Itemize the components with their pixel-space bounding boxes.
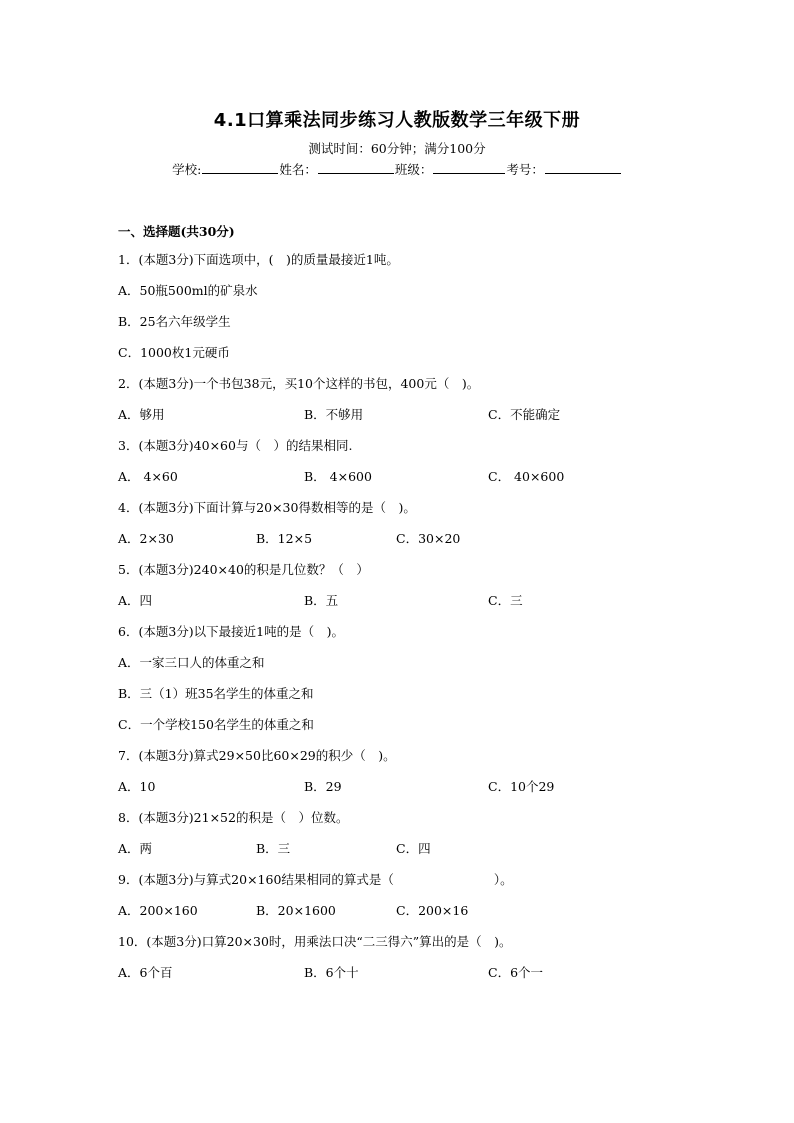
option-c: C．三 <box>488 593 523 608</box>
question-stem <box>118 864 678 895</box>
class-label: 班级： <box>394 162 433 177</box>
options-row <box>118 399 678 430</box>
option-b: B．三 <box>256 841 291 856</box>
class-blank <box>433 161 505 174</box>
question-stem: 5．(本题3分)240×40的积是几位数？（ ） <box>118 562 369 577</box>
question-stem: 1．(本题3分)下面选项中，( )的质量最接近1吨。 <box>118 252 399 267</box>
options-row <box>118 461 678 492</box>
option-c: C．不能确定 <box>488 407 561 422</box>
options-row <box>118 523 678 554</box>
question-list <box>118 244 678 988</box>
question-option: C．1000枚1元硬币 <box>118 345 230 360</box>
student-info-line <box>0 160 794 178</box>
question-stem: 2．(本题3分)一个书包38元，买10个这样的书包，400元（ )。 <box>118 376 480 391</box>
test-info: 测试时间：60分钟；满分100分 <box>308 141 486 156</box>
option-c: C．200×16 <box>396 903 469 918</box>
school-blank <box>202 161 278 174</box>
exam-no-label: 考号： <box>506 162 544 177</box>
exam-no-blank <box>545 161 621 174</box>
question-stem: 3．(本题3分)40×60与（ ）的结果相同. <box>118 438 353 453</box>
question-stem: 8．(本题3分)21×52的积是（ ）位数。 <box>118 810 349 825</box>
option-a: A．10 <box>118 779 156 794</box>
question-stem-end: ）。 <box>493 872 513 887</box>
option-a: A．两 <box>118 841 153 856</box>
option-a: A． 4×60 <box>118 469 178 484</box>
question-stem: 4．(本题3分)下面计算与20×30得数相等的是（ )。 <box>118 500 416 515</box>
question-option: B．25名六年级学生 <box>118 314 231 329</box>
option-b: B． 4×600 <box>304 469 372 484</box>
option-c: C．10个29 <box>488 779 555 794</box>
options-row <box>118 585 678 616</box>
options-row <box>118 771 678 802</box>
option-c: C．6个一 <box>488 965 544 980</box>
question-stem-start: 9．(本题3分)与算式20×160结果相同的算式是（ <box>118 872 394 887</box>
section-heading: 一、选择题(共30分) <box>118 224 235 239</box>
option-c: C．四 <box>396 841 431 856</box>
school-label: 学校: <box>172 162 202 177</box>
option-b: B．20×1600 <box>256 903 336 918</box>
option-b: B．12×5 <box>256 531 313 546</box>
option-a: A．200×160 <box>118 903 198 918</box>
option-b: B．不够用 <box>304 407 364 422</box>
options-row <box>118 957 678 988</box>
option-c: C．30×20 <box>396 531 461 546</box>
options-row <box>118 895 678 926</box>
name-blank <box>318 161 394 174</box>
option-a: A．6个百 <box>118 965 173 980</box>
question-option: B．三（1）班35名学生的体重之和 <box>118 686 314 701</box>
page-title: 4.1口算乘法同步练习人教版数学三年级下册 <box>213 110 581 131</box>
question-option: C．一个学校150名学生的体重之和 <box>118 717 314 732</box>
name-label: 姓名： <box>279 162 317 177</box>
question-stem: 6．(本题3分)以下最接近1吨的是（ )。 <box>118 624 344 639</box>
question-stem: 10．(本题3分)口算20×30时，用乘法口决“二三得六”算出的是（ )。 <box>118 934 512 949</box>
option-a: A．够用 <box>118 407 165 422</box>
option-a: A．2×30 <box>118 531 174 546</box>
question-option: A．一家三口人的体重之和 <box>118 655 265 670</box>
option-b: B．6个十 <box>304 965 359 980</box>
option-a: A．四 <box>118 593 153 608</box>
option-b: B．五 <box>304 593 339 608</box>
question-option: A．50瓶500ml的矿泉水 <box>118 283 258 298</box>
options-row <box>118 833 678 864</box>
option-c: C． 40×600 <box>488 469 565 484</box>
question-stem: 7．(本题3分)算式29×50比60×29的积少（ )。 <box>118 748 396 763</box>
option-b: B．29 <box>304 779 342 794</box>
